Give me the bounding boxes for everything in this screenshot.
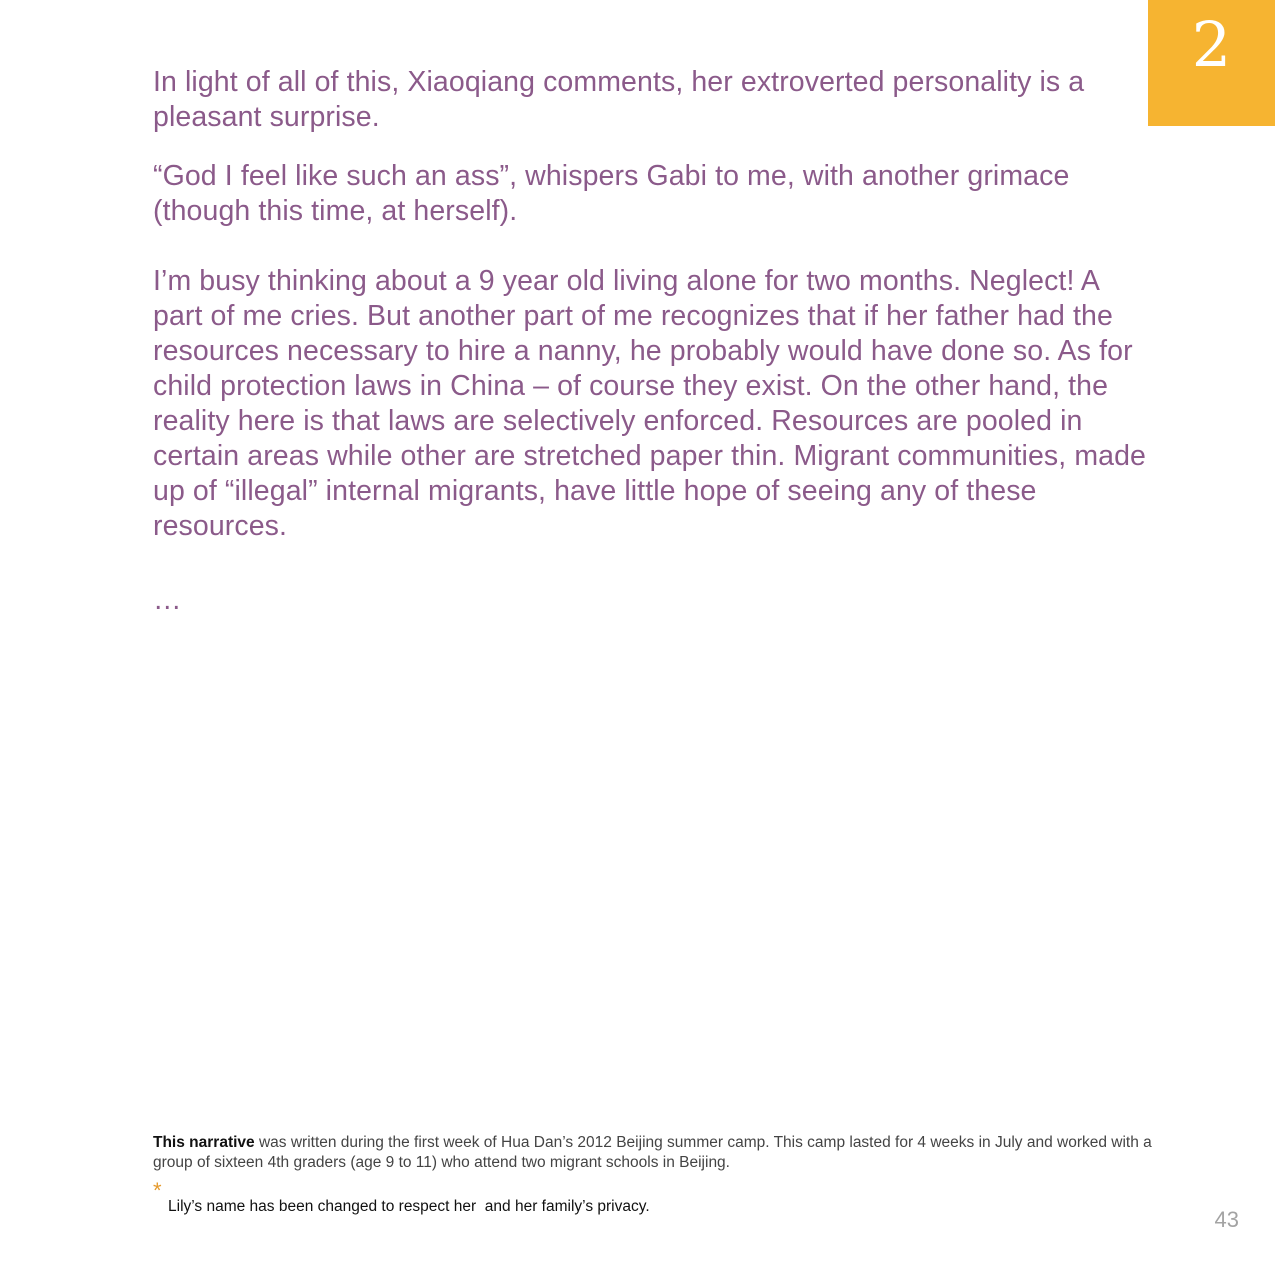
privacy-note: Lily’s name has been changed to respect her and her family’s privacy. (168, 1198, 650, 1215)
asterisk-icon: * (153, 1178, 162, 1203)
narrative-footnote (153, 1133, 1153, 1173)
paragraph-3: I’m busy thinking about a 9 year old living alone for two months. Neglect! A part of me cries. But another part of me recognizes that if her father had the resources necessary to hire a nanny, he probably would have done so. As for child protection laws in China – of course they exist. On the other hand, the reality here is that laws are selectively enforced. Resources are pooled in certain areas while other are stretched paper thin. Migrant communities, made up of “illegal” internal migrants, have little hope of seeing any of these resources. (153, 265, 1147, 542)
footnote-lead: This narrative (153, 1134, 255, 1151)
paragraph-2: “God I feel like such an ass”, whispers Gabi to me, with another grimace (though this time, at herself). (153, 160, 1070, 227)
page-number: 43 (1214, 1207, 1239, 1232)
footnote-text: was written during the first week of Hua Dan’s 2012 Beijing summer camp. This camp lasted for 4 weeks in July and worked with a group of sixteen 4th graders (age 9 to 11) who attend two migrant schools in Beijing. (153, 1134, 1152, 1171)
chapter-number: 2 (1191, 8, 1232, 81)
ellipsis: … (153, 584, 182, 616)
paragraph-1: In light of all of this, Xiaoqiang comments, her extroverted personality is a pleasant surprise. (153, 66, 1085, 133)
chapter-tab (1148, 0, 1275, 126)
